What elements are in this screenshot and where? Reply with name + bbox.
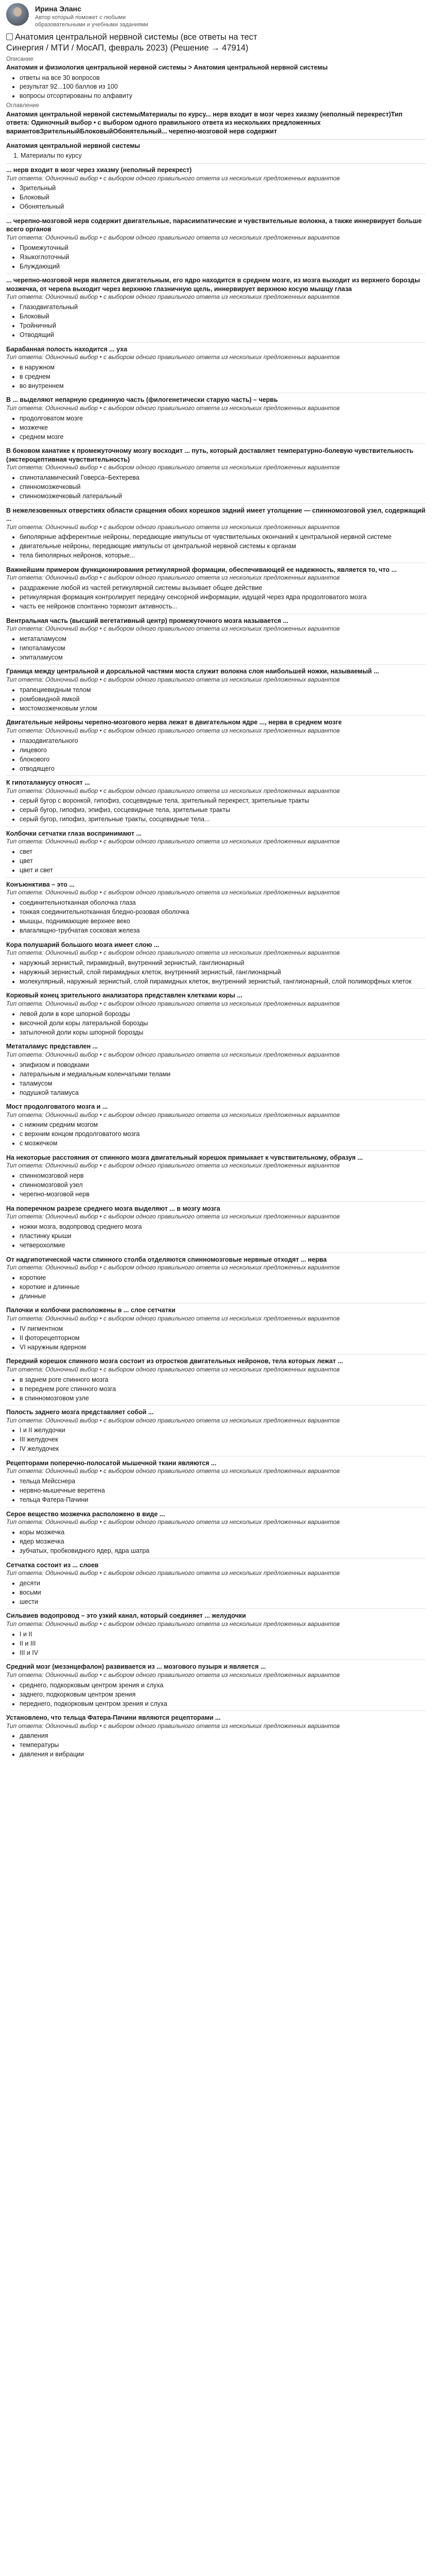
answer-type-note: Тип ответа: Одиночный выбор • с выбором одного правильного ответа из нескольких предложенных вариантов (6, 726, 340, 734)
question-block (6, 503, 426, 560)
answer-options (6, 848, 426, 875)
answer-options (6, 1325, 426, 1352)
answer-option: • в спинномозговом узле (20, 1394, 426, 1403)
question-text: Кора полушарий большого мозга имеет слою ... (6, 941, 160, 948)
answer-option: • ромбовидной ямкой (20, 695, 426, 704)
question-block (6, 1201, 426, 1250)
answer-option: • ретикулярная формация контролирует передачу сенсорной информации, идущей через ядра продолговатого мозга (20, 593, 426, 602)
answer-option: • Обонятельный (20, 202, 426, 211)
answer-option: • спинномозжечковый (20, 483, 426, 492)
question-block (6, 1608, 426, 1657)
answer-type-note: Тип ответа: Одиночный выбор • с выбором одного правильного ответа из нескольких предложенных вариантов (6, 999, 340, 1007)
divider (6, 163, 426, 164)
answer-options (6, 1223, 426, 1250)
answer-options (6, 737, 426, 773)
question-text: Рецепторами поперечно-полосатой мышечной ткани являются ... (6, 1459, 217, 1467)
answer-options (6, 1732, 426, 1759)
question-block (6, 342, 426, 391)
answer-option: • мышцы, поднимающие верхнее веко (20, 917, 426, 926)
page-title (6, 32, 294, 54)
questions-list (6, 166, 426, 1759)
answer-option: • Языкоглоточный (20, 253, 426, 262)
question-block (6, 1456, 426, 1504)
answer-type-note: Тип ответа: Одиночный выбор • с выбором одного правильного ответа из нескольких предложенных вариантов (6, 1671, 340, 1679)
answer-option: • височной доли коры латеральной борозды (20, 1019, 426, 1028)
answer-option: • спинномозговой нерв (20, 1172, 426, 1180)
answer-option: • лицевого (20, 746, 426, 755)
answer-options (6, 414, 426, 442)
answer-type-note: Тип ответа: Одиночный выбор • с выбором одного правильного ответа из нескольких предложенных вариантов (6, 233, 340, 241)
answer-type-note: Тип ответа: Одиночный выбор • с выбором одного правильного ответа из нескольких предложенных вариантов (6, 353, 340, 361)
answer-type-note: Тип ответа: Одиночный выбор • с выбором одного правильного ответа из нескольких предложенных вариантов (6, 1722, 340, 1730)
answer-option: • трапециевидным телом (20, 686, 426, 694)
stat-item: • ответы на все 30 вопросов (20, 74, 426, 82)
answer-type-note: Тип ответа: Одиночный выбор • с выбором одного правильного ответа из нескольких предложенных вариантов (6, 174, 340, 182)
question-block (6, 988, 426, 1037)
question-block (6, 1659, 426, 1708)
answer-type-note: Тип ответа: Одиночный выбор • с выбором одного правильного ответа из нескольких предложенных вариантов (6, 1050, 340, 1058)
answer-option: • тонкая соединительнотканная бледно-розовая оболочка (20, 908, 426, 917)
answer-option: • III и IV (20, 1649, 426, 1657)
answer-option: • Блоковый (20, 193, 426, 202)
question-block (6, 444, 426, 500)
question-block (6, 715, 426, 773)
answer-type-note: Тип ответа: Одиночный выбор • с выбором одного правильного ответа из нескольких предложенных вариантов (6, 1467, 340, 1475)
answer-options (6, 1579, 426, 1606)
answer-option: • Глазодвигательный (20, 303, 426, 312)
question-text: Палочки и колбочки расположены в ... слое сетчатки (6, 1307, 176, 1314)
description-text: Анатомия и физиология центральной нервной системы > Анатомия центральной нервной системы (6, 64, 328, 72)
answer-type-note: Тип ответа: Одиночный выбор • с выбором одного правильного ответа из нескольких предложенных вариантов (6, 1416, 340, 1424)
answer-option: • ядер мозжечка (20, 1537, 426, 1546)
answer-option: • эпифизом и поводками (20, 1061, 426, 1070)
question-block (6, 1354, 426, 1402)
answer-type-note: Тип ответа: Одиночный выбор • с выбором одного правильного ответа из нескольких предложенных вариантов (6, 464, 340, 471)
answer-option: • свет (20, 848, 426, 856)
question-text: Корковый конец зрительного анализатора представлен клетками коры ... (6, 992, 242, 999)
answer-option: • молекулярный, наружный зернистый, слой пирамидных клеток, внутренний зернистый, ганглионарный, слой полиморфных клеток (20, 977, 426, 986)
question-block (6, 877, 426, 935)
question-block (6, 775, 426, 824)
answer-type-note: Тип ответа: Одиночный выбор • с выбором одного правильного ответа из нескольких предложенных вариантов (6, 838, 340, 845)
answer-option: • короткие и длинные (20, 1283, 426, 1292)
answer-option: • в наружном (20, 363, 426, 372)
answer-option: • таламусом (20, 1079, 426, 1088)
author-block (6, 0, 426, 29)
answer-option: • левой доли в коре шпорной борозды (20, 1010, 426, 1019)
answer-option: • спинномозговой узел (20, 1181, 426, 1190)
answer-option: • эпиталамусом (20, 653, 426, 662)
answer-option: • длинные (20, 1292, 426, 1301)
answer-option: • в среднем (20, 372, 426, 381)
question-text: Серое вещество мозжечка расположено в виде ... (6, 1510, 165, 1518)
answer-type-note: Тип ответа: Одиночный выбор • с выбором одного правильного ответа из нескольких предложенных вариантов (6, 1314, 340, 1322)
answer-option: • четверохолмие (20, 1241, 426, 1250)
divider (6, 139, 426, 140)
stat-item: • вопросы отсортированы по алфавиту (20, 92, 426, 100)
answer-option: • давления (20, 1732, 426, 1740)
answer-option: • I и II (20, 1630, 426, 1639)
answer-options (6, 1172, 426, 1199)
answer-option: • во внутреннем (20, 382, 426, 391)
answer-type-note: Тип ответа: Одиночный выбор • с выбором одного правильного ответа из нескольких предложенных вариантов (6, 1213, 340, 1221)
answer-option: • шести (20, 1598, 426, 1606)
description-label: Описание (6, 56, 33, 63)
answer-option: • в заднем роге спинного мозга (20, 1376, 426, 1384)
answer-option: • пластинку крыши (20, 1232, 426, 1241)
answer-options (6, 1528, 426, 1555)
answer-option: • с мозжечком (20, 1139, 426, 1148)
answer-option: • влагалищно-трубчатая сосковая железа (20, 926, 426, 935)
question-text: Мост продолговатого мозга и ... (6, 1103, 108, 1111)
answer-type-note: Тип ответа: Одиночный выбор • с выбором одного правильного ответа из нескольких предложенных вариантов (6, 675, 340, 683)
answer-option: • биполярные афферентные нейроны, передающие импульсы от чувствительных окончаний к центральной нервной системе (20, 533, 426, 541)
answer-options (6, 1376, 426, 1403)
answer-option: • ножки мозга, водопровод среднего мозга (20, 1223, 426, 1231)
answer-option: • тельца Фатера-Пачини (20, 1496, 426, 1504)
toc-label: Оглавление (6, 103, 40, 109)
question-text: Конъюнктива – это ... (6, 880, 75, 888)
answer-option: • с верхним концом продолговатого мозга (20, 1130, 426, 1139)
answer-option: • соединительнотканная оболочка глаза (20, 899, 426, 907)
answer-type-note: Тип ответа: Одиночный выбор • с выбором одного правильного ответа из нескольких предложенных вариантов (6, 404, 340, 412)
answer-options (6, 363, 426, 391)
answer-option: • наружный зернистый, слой пирамидных клеток, внутренний зернистый, ганглионарный (20, 968, 426, 977)
answer-option: • подушкой таламуса (20, 1089, 426, 1097)
answer-option: • III желудочек (20, 1435, 426, 1444)
question-block (6, 1405, 426, 1453)
answer-options (6, 184, 426, 211)
question-text: От надгипотической части спинного столба отделяются спинномозговые нервные отходят ... нерва (6, 1256, 327, 1263)
answer-option: • с нижним средним мозгом (20, 1121, 426, 1129)
question-text: ... черепно-мозговой нерв является двигательным, его ядро находится в среднем мозге, из мозга выходит из верхнего борозды мозжечка, от черепа выходит через верхнюю глазничную щель, иннервирует верхнюю косую мышцу глаза (6, 277, 420, 293)
answer-option: • давления и вибрации (20, 1750, 426, 1759)
answer-option: • восьми (20, 1588, 426, 1597)
question-block (6, 1099, 426, 1148)
answer-option: • коры мозжечка (20, 1528, 426, 1537)
answer-option: • Блоковый (20, 312, 426, 321)
section-title: Анатомия центральной нервной системы (6, 142, 141, 150)
answer-type-note: Тип ответа: Одиночный выбор • с выбором одного правильного ответа из нескольких предложенных вариантов (6, 1264, 340, 1272)
answer-option: • наружный зернистый, пирамидный, внутренний зернистый, ганглионарный (20, 959, 426, 968)
question-text: Барабанная полость находится ... уха (6, 345, 128, 353)
answer-option: • гипоталамусом (20, 644, 426, 653)
answer-options (6, 1477, 426, 1504)
answer-option: • мозжечке (20, 423, 426, 432)
toc-list (6, 151, 426, 160)
question-block (6, 826, 426, 875)
answer-type-note: Тип ответа: Одиночный выбор • с выбором одного правильного ответа из нескольких предложенных вариантов (6, 787, 340, 794)
answer-option: • в переднем роге спинного мозга (20, 1385, 426, 1394)
question-block (6, 1039, 426, 1097)
question-block (6, 273, 426, 339)
answer-option: • среднего, подкорковым центром зрения и слуха (20, 1681, 426, 1690)
question-block (6, 1710, 426, 1759)
answer-options (6, 244, 426, 271)
stat-item: • результат 92...100 баллов из 100 (20, 82, 426, 91)
question-text: Двигательные нейроны черепно-мозгового нерва лежат в двигательном ядре ..., нерва в среднем мозге (6, 719, 342, 726)
question-text: Сильвиев водопровод – это узкий канал, который соединяет ... желудочки (6, 1612, 246, 1620)
answer-option: • серый бугор с воронкой, гипофиз, сосцевидные тела, зрительный перекрест, зрительные тракты (20, 796, 426, 805)
answer-option: • короткие (20, 1274, 426, 1282)
question-text: Полость заднего мозга представляет собой ... (6, 1409, 154, 1416)
answer-option: • IV желудочек (20, 1445, 426, 1453)
answer-option: • переднего, подкорковым центром зрения и слуха (20, 1700, 426, 1708)
question-block (6, 1558, 426, 1606)
answer-option: • Отводящий (20, 331, 426, 340)
answer-option: • серый бугор, гипофиз, эпифиз, сосцевидные тела, зрительные тракты (20, 806, 426, 815)
question-text: В ... выделяют непарную срединную часть (филогенетически старую часть) – червь (6, 396, 278, 404)
answer-type-note: Тип ответа: Одиночный выбор • с выбором одного правильного ответа из нескольких предложенных вариантов (6, 523, 340, 531)
answer-option: • цвет (20, 857, 426, 866)
question-text: ... черепно-мозговой нерв содержит двигательные, парасимпатические и чувствительные волокна, а также иннервирует больше всего органов (6, 217, 422, 233)
question-block (6, 614, 426, 662)
avatar[interactable] (6, 3, 29, 26)
answer-option: • спиноталамический Говерса–Бехтерева (20, 473, 426, 482)
answer-option: • латеральным и медиальным коленчатыми телами (20, 1070, 426, 1079)
answer-options (6, 584, 426, 611)
answer-option: • среднем мозге (20, 433, 426, 442)
answer-option: • серый бугор, гипофиз, зрительные тракты, сосцевидные тела... (20, 815, 426, 824)
answer-options (6, 1630, 426, 1657)
answer-option: • VI наружным ядерном (20, 1343, 426, 1352)
question-text: На некоторые расстояния от спинного мозга двигательный корешок примыкает к чувствительному, образуя ... (6, 1154, 363, 1161)
answer-options (6, 1061, 426, 1097)
answer-type-note: Тип ответа: Одиночный выбор • с выбором одного правильного ответа из нескольких предложенных вариантов (6, 574, 340, 582)
answer-option: • II фоторецепторном (20, 1334, 426, 1343)
page-title-text: Анатомия центральной нервной системы (все ответы на тест Синергия / МТИ / МосАП, февраль 2023) (Решение → 47914) (6, 32, 257, 53)
answer-option: • продолговатом мозге (20, 414, 426, 423)
answer-type-note: Тип ответа: Одиночный выбор • с выбором одного правильного ответа из нескольких предложенных вариантов (6, 1620, 340, 1628)
answer-option: • мостомозжечковым углом (20, 704, 426, 713)
answer-type-note: Тип ответа: Одиночный выбор • с выбором одного правильного ответа из нескольких предложенных вариантов (6, 1569, 340, 1577)
question-text: В нежелезовенных отверстиях области сращения обоих корешков задний имеет утолщение — спинномозговой узел, содержащий ... (6, 506, 426, 522)
answer-option: • раздражение любой из частей ретикулярной системы вызывает общее действие (20, 584, 426, 592)
answer-options (6, 303, 426, 340)
question-text: Установлено, что тельца Фатера-Пачини являются рецепторами ... (6, 1714, 221, 1722)
question-block (6, 166, 426, 211)
answer-option: • отводящего (20, 765, 426, 773)
answer-type-note: Тип ответа: Одиночный выбор • с выбором одного правильного ответа из нескольких предложенных вариантов (6, 1111, 340, 1118)
question-text: Граница между центральной и дорсальной частями моста служит волокна слоя наибольшей ножки, называемый ... (6, 668, 379, 675)
answer-option: • I и II желудочки (20, 1426, 426, 1435)
answer-options (6, 1274, 426, 1301)
question-block (6, 563, 426, 611)
answer-option: • Зрительный (20, 184, 426, 193)
answer-options (6, 686, 426, 713)
answer-option: • двигательные нейроны, передающие импульсы от центральной нервной системы к органам (20, 542, 426, 551)
answer-option: • Блуждающий (20, 262, 426, 271)
answer-options (6, 1426, 426, 1453)
answer-option: • Тройничный (20, 321, 426, 330)
answer-options (6, 796, 426, 824)
answer-type-note: Тип ответа: Одиночный выбор • с выбором одного правильного ответа из нескольких предложенных вариантов (6, 949, 340, 957)
answer-options (6, 533, 426, 560)
answer-option: • нервно-мышечные веретена (20, 1486, 426, 1495)
answer-type-note: Тип ответа: Одиночный выбор • с выбором одного правильного ответа из нескольких предложенных вариантов (6, 1518, 340, 1526)
answer-option: • затылочной доли коры шпорной борозды (20, 1028, 426, 1037)
answer-options (6, 473, 426, 501)
answer-type-note: Тип ответа: Одиночный выбор • с выбором одного правильного ответа из нескольких предложенных вариантов (6, 889, 340, 896)
question-block (6, 1303, 426, 1351)
answer-option: • часть ее нейронов спонтанно тормозит активность... (20, 602, 426, 611)
answer-option: • температуры (20, 1741, 426, 1750)
question-block (6, 1252, 426, 1301)
answer-option: • тела биполярных нейронов, которые... (20, 551, 426, 560)
question-text: На поперечном разрезе среднего мозга выделяют ... в мозгу мозга (6, 1205, 220, 1212)
question-text: ... нерв входит в мозг через хиазму (неполный перекрест) (6, 166, 192, 174)
answer-option: • цвет и свет (20, 866, 426, 875)
author-description: Автор который поможет с любыми образовательными и учебными заданиями (35, 14, 148, 28)
question-text: К гипоталамусу относят ... (6, 779, 90, 787)
answer-option: • II и III (20, 1639, 426, 1648)
answer-option: • зубчатых, пробковидного ядер, ядра шатра (20, 1547, 426, 1555)
answer-type-note: Тип ответа: Одиночный выбор • с выбором одного правильного ответа из нескольких предложенных вариантов (6, 625, 340, 633)
answer-options (6, 899, 426, 935)
answer-option: • метаталамусом (20, 635, 426, 643)
question-block (6, 214, 426, 270)
question-block (6, 393, 426, 441)
question-text: Средний мозг (мезэнцефалон) развивается из ... мозгового пузыря и является ... (6, 1663, 266, 1671)
answer-option: • Промежуточный (20, 244, 426, 252)
question-text: Важнейшим примером функционирования ретикулярной формации, обеспечивающей ее надежность, является то, что ... (6, 566, 397, 573)
question-text: Передний корешок спинного мозга состоит из отростков двигательных нейронов, тела которых лежат ... (6, 1358, 343, 1365)
stats-list (6, 74, 426, 100)
author-name[interactable]: Ирина Эланс (35, 5, 81, 13)
answer-option: • тельца Мейсснера (20, 1477, 426, 1486)
question-text: Сетчатка состоит из ... слоев (6, 1561, 99, 1569)
document-icon (6, 33, 13, 40)
question-text: В боковом канатике к промежуточному мозгу восходит ... путь, который доставляет температурно-болевую чувствительность (экстероцептивная чувствительность) (6, 447, 413, 463)
answer-options (6, 1121, 426, 1148)
question-block (6, 1150, 426, 1199)
answer-options (6, 635, 426, 662)
answer-option: • IV пигментном (20, 1325, 426, 1333)
answer-option: • заднего, подкорковым центром зрения (20, 1690, 426, 1699)
answer-type-note: Тип ответа: Одиночный выбор • с выбором одного правильного ответа из нескольких предложенных вариантов (6, 293, 340, 301)
answer-option: • десяти (20, 1579, 426, 1588)
question-block (6, 938, 426, 986)
question-block (6, 1507, 426, 1555)
answer-options (6, 1010, 426, 1037)
answer-option: • блокового (20, 755, 426, 764)
answer-type-note: Тип ответа: Одиночный выбор • с выбором одного правильного ответа из нескольких предложенных вариантов (6, 1365, 340, 1373)
answer-options (6, 959, 426, 986)
answer-option: • глазодвигательного (20, 737, 426, 745)
answer-option: • черепно-мозговой нерв (20, 1190, 426, 1199)
answer-type-note: Тип ответа: Одиночный выбор • с выбором одного правильного ответа из нескольких предложенных вариантов (6, 1162, 340, 1170)
toc-item[interactable]: 1. Материалы по курсу (21, 151, 426, 160)
answer-options (6, 1681, 426, 1708)
question-text: Вентральная часть (высший вегетативный центр) промежуточного мозга называется ... (6, 617, 289, 624)
question-block (6, 664, 426, 713)
question-text: Колбочки сетчатки глаза воспринимают ... (6, 829, 142, 837)
question-text: Метаталамус представлен ... (6, 1043, 98, 1050)
answer-option: • спинномозжечковый латеральный (20, 492, 426, 501)
toc-text: Анатомия центральной нервной системыМатериалы по курсу... нерв входит в мозг через хиазму (неполный перекрест)Тип ответа: Одиночный выбор • с выбором одного правильного ответа из нескольких предложенных вариантовЗрительныйБлоковыйОбонятельный... черепно-мозговой нерв содержит (6, 110, 403, 135)
